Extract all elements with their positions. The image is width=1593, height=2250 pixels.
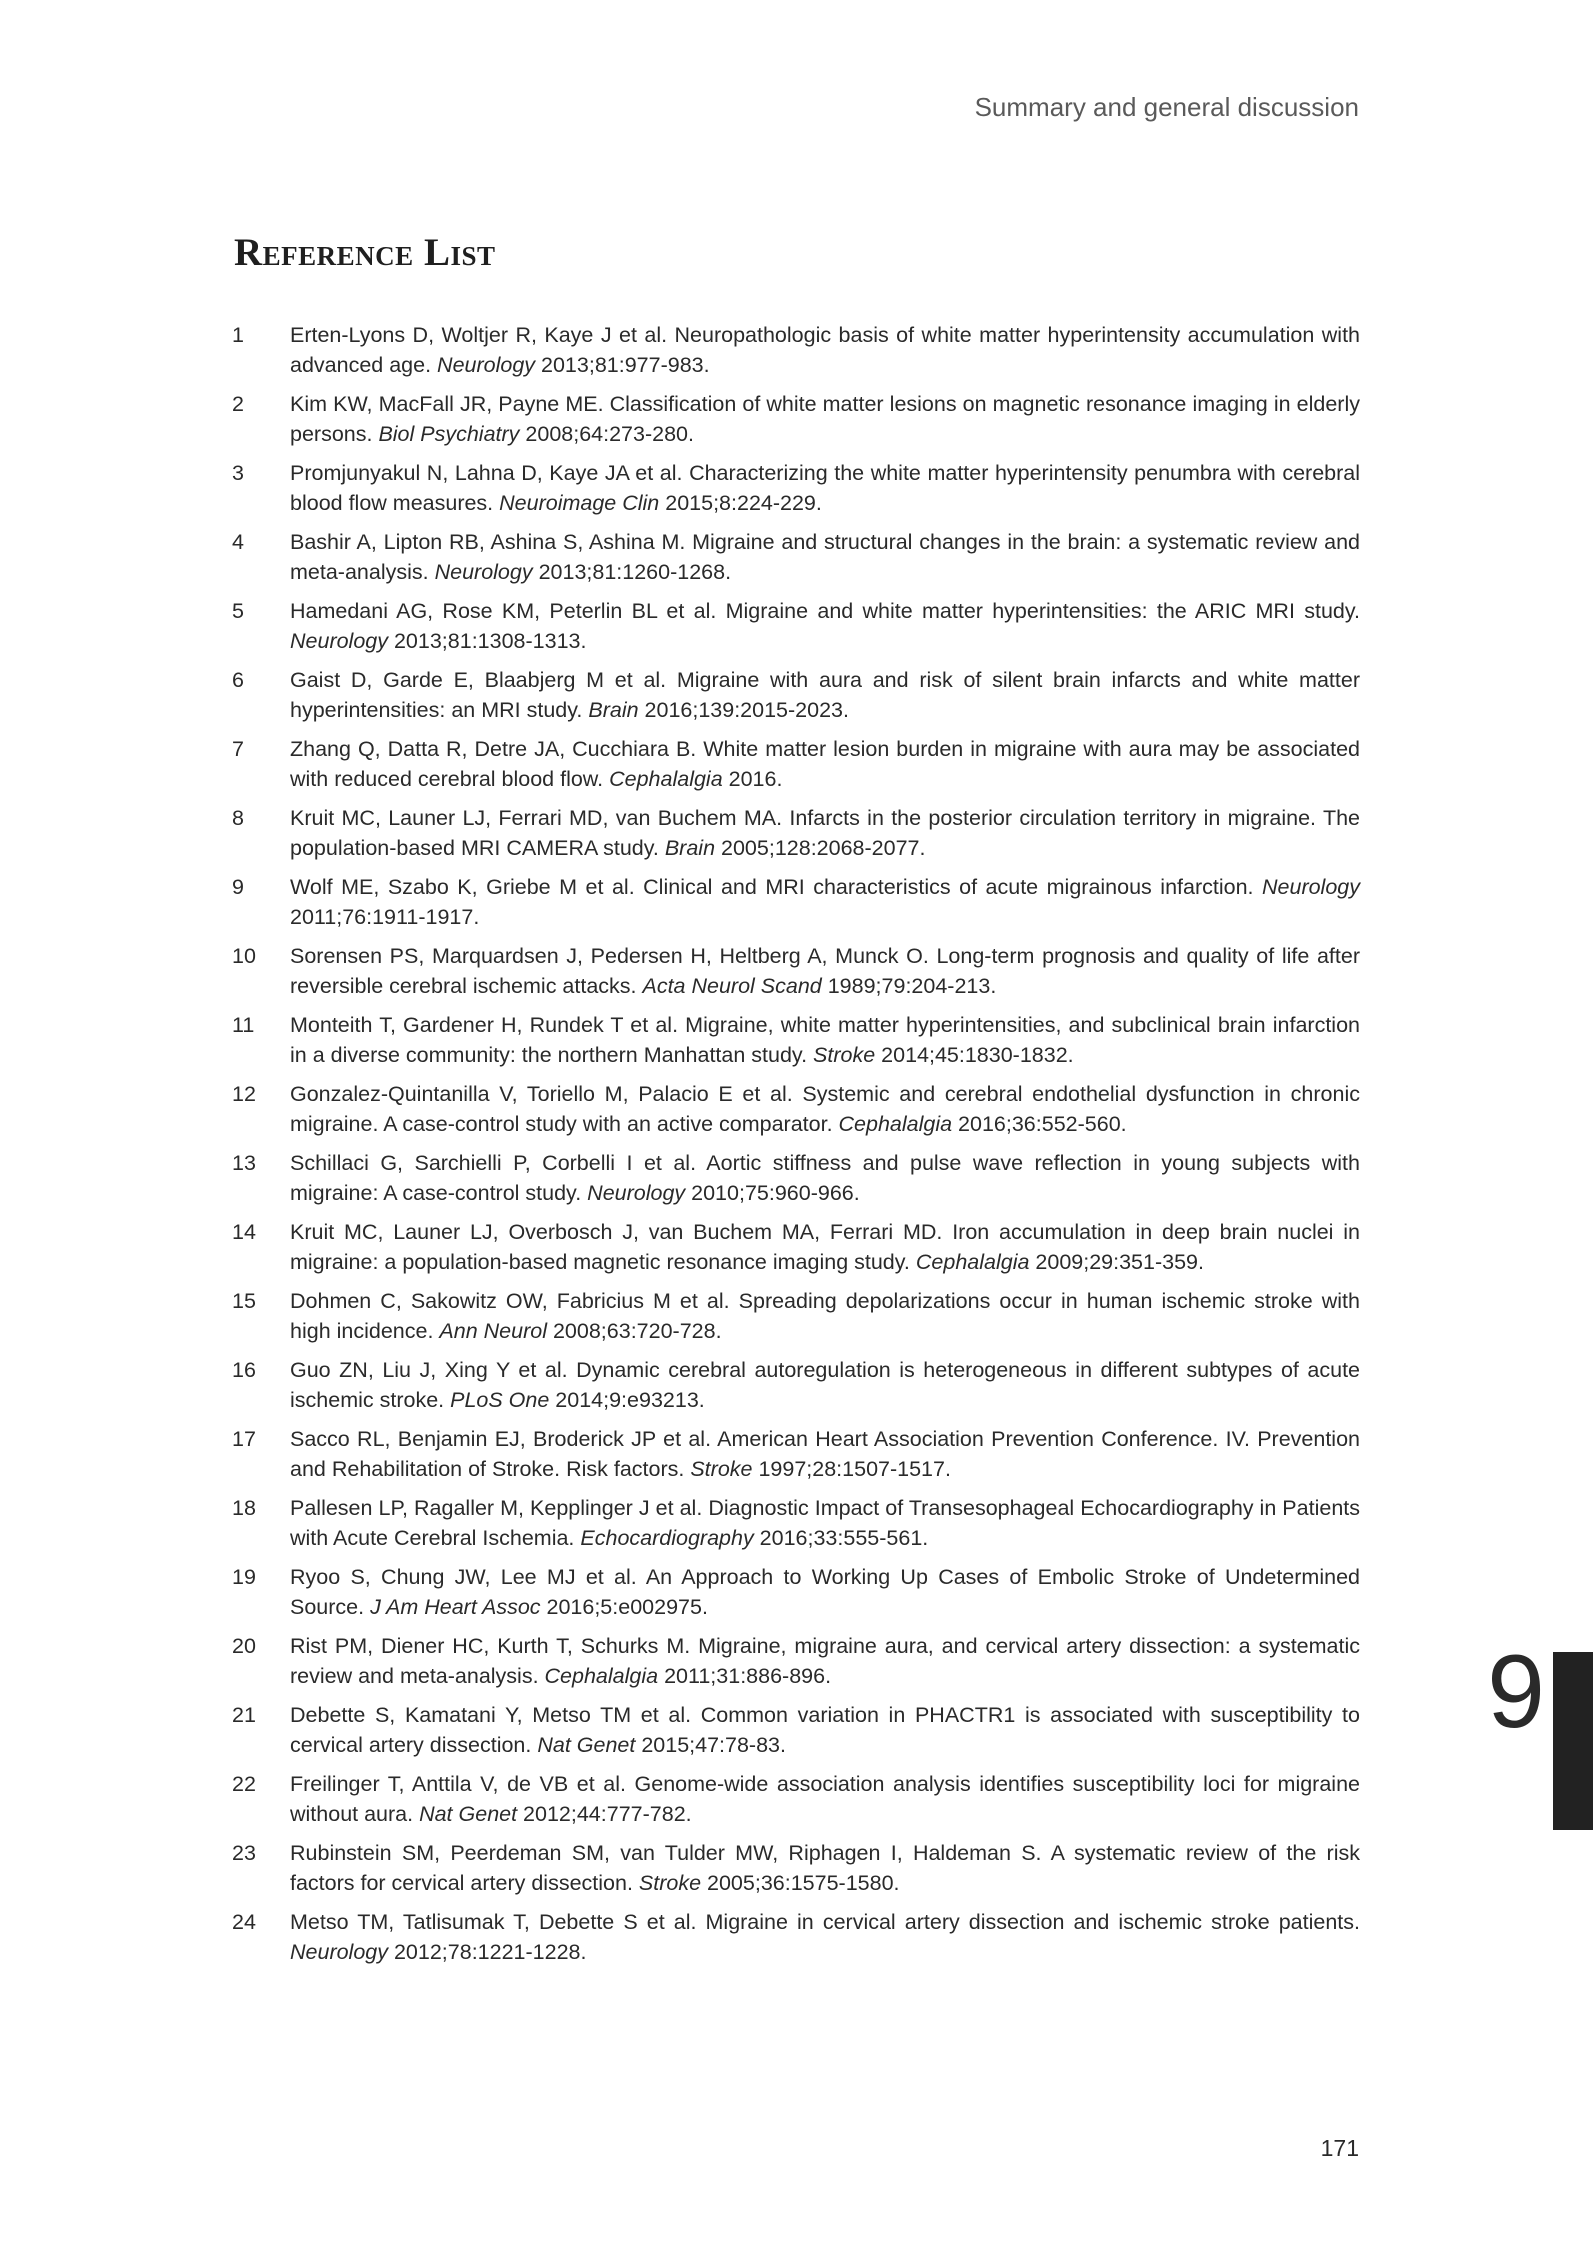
reference-number: 14	[232, 1220, 256, 1244]
reference-citation: 2016;139:2015-2023.	[638, 698, 849, 722]
reference-item	[232, 320, 1360, 380]
reference-item	[232, 1355, 1360, 1415]
reference-item	[232, 458, 1360, 518]
reference-text	[290, 1493, 1360, 1553]
reference-text	[290, 1769, 1360, 1829]
reference-body: Sorensen PS, Marquardsen J, Pedersen H, Heltberg A, Munck O. Long-term prognosis and quality of life after reversible cerebral ischemic attacks.	[290, 944, 1360, 998]
reference-body: Bashir A, Lipton RB, Ashina S, Ashina M. Migraine and structural changes in the brain: a systematic review and meta-analysis.	[290, 530, 1360, 584]
reference-body: Dohmen C, Sakowitz OW, Fabricius M et al. Spreading depolarizations occur in human ischemic stroke with high incidence.	[290, 1289, 1360, 1343]
reference-body: Kruit MC, Launer LJ, Overbosch J, van Buchem MA, Ferrari MD. Iron accumulation in deep brain nuclei in migraine: a population-based magnetic resonance imaging study.	[290, 1220, 1360, 1274]
reference-journal: Nat Genet	[537, 1733, 636, 1757]
reference-number: 8	[232, 806, 244, 830]
reference-journal: Biol Psychiatry	[378, 422, 520, 446]
reference-citation: 2014;9:e93213.	[549, 1388, 705, 1412]
reference-journal: Neurology	[437, 353, 536, 377]
reference-journal: Neurology	[587, 1181, 686, 1205]
reference-citation: 2016.	[722, 767, 783, 791]
page-number: 171	[1320, 2135, 1359, 2161]
reference-body: Freilinger T, Anttila V, de VB et al. Genome-wide association analysis identifies susceptibility loci for migraine without aura.	[290, 1772, 1360, 1826]
reference-text	[290, 1148, 1360, 1208]
reference-number: 24	[232, 1910, 256, 1934]
reference-body: Rist PM, Diener HC, Kurth T, Schurks M. Migraine, migraine aura, and cervical artery dissection: a systematic review and meta-analysis.	[290, 1634, 1360, 1688]
reference-number: 12	[232, 1082, 256, 1106]
reference-body: Zhang Q, Datta R, Detre JA, Cucchiara B. White matter lesion burden in migraine with aura may be associated with reduced cerebral blood flow.	[290, 737, 1360, 791]
reference-journal: Brain	[588, 698, 639, 722]
reference-number: 5	[232, 599, 244, 623]
reference-number: 22	[232, 1772, 256, 1796]
reference-item	[232, 596, 1360, 656]
reference-item	[232, 872, 1360, 932]
reference-citation: 2015;8:224-229.	[659, 491, 822, 515]
reference-item	[232, 527, 1360, 587]
reference-journal: Acta Neurol Scand	[642, 974, 822, 998]
reference-text	[290, 458, 1360, 518]
reference-text	[290, 1424, 1360, 1484]
reference-number: 9	[232, 875, 244, 899]
reference-citation: 2008;64:273-280.	[519, 422, 694, 446]
reference-citation: 2016;36:552-560.	[952, 1112, 1127, 1136]
reference-citation: 2013;81:977-983.	[535, 353, 710, 377]
reference-text	[290, 1079, 1360, 1139]
chapter-number: 9	[1487, 1634, 1545, 1750]
reference-citation: 2009;29:351-359.	[1029, 1250, 1204, 1274]
reference-number: 16	[232, 1358, 256, 1382]
reference-number: 23	[232, 1841, 256, 1865]
reference-number: 18	[232, 1496, 256, 1520]
reference-item	[232, 1907, 1360, 1967]
reference-number: 11	[232, 1013, 255, 1037]
reference-citation: 2013;81:1260-1268.	[532, 560, 732, 584]
reference-body: Hamedani AG, Rose KM, Peterlin BL et al. Migraine and white matter hyperintensities: the ARIC MRI study.	[290, 599, 1360, 623]
reference-body: Kim KW, MacFall JR, Payne ME. Classification of white matter lesions on magnetic resonance imaging in elderly persons.	[290, 392, 1360, 446]
reference-journal: Cephalalgia	[915, 1250, 1030, 1274]
reference-item	[232, 1700, 1360, 1760]
reference-citation: 2011;31:886-896.	[658, 1664, 832, 1688]
reference-item	[232, 665, 1360, 725]
reference-body: Promjunyakul N, Lahna D, Kaye JA et al. Characterizing the white matter hyperintensity penumbra with cerebral blood flow measures.	[290, 461, 1360, 515]
reference-journal: Stroke	[813, 1043, 876, 1067]
reference-journal: PLoS One	[450, 1388, 550, 1412]
reference-text	[290, 872, 1360, 932]
reference-text	[290, 941, 1360, 1001]
reference-number: 7	[232, 737, 244, 761]
reference-text	[290, 734, 1360, 794]
reference-number: 21	[232, 1703, 256, 1727]
reference-body: Kruit MC, Launer LJ, Ferrari MD, van Buchem MA. Infarcts in the posterior circulation territory in migraine. The population-based MRI CAMERA study.	[290, 806, 1360, 860]
reference-citation: 2016;33:555-561.	[753, 1526, 929, 1550]
reference-journal: Neurology	[434, 560, 533, 584]
reference-body: Gaist D, Garde E, Blaabjerg M et al. Migraine with aura and risk of silent brain infarcts and white matter hyperintensities: an MRI study.	[290, 668, 1360, 722]
reference-citation: 2013;81:1308-1313.	[388, 629, 587, 653]
reference-citation: 2012;44:777-782.	[517, 1802, 692, 1826]
reference-number: 20	[232, 1634, 256, 1658]
reference-citation: 2012;78:1221-1228.	[388, 1940, 587, 1964]
reference-citation: 1989;79:204-213.	[821, 974, 997, 998]
reference-citation: 2014;45:1830-1832.	[875, 1043, 1074, 1067]
reference-citation: 2005;36:1575-1580.	[701, 1871, 900, 1895]
reference-number: 1	[232, 323, 244, 347]
reference-number: 13	[232, 1151, 256, 1175]
reference-text	[290, 389, 1360, 449]
reference-journal: Brain	[664, 836, 716, 860]
reference-item	[232, 1010, 1360, 1070]
chapter-tab-marker	[1553, 1652, 1593, 1830]
reference-text	[290, 803, 1360, 863]
reference-item	[232, 1424, 1360, 1484]
reference-text	[290, 1286, 1360, 1346]
reference-item	[232, 1217, 1360, 1277]
reference-citation: 2005;128:2068-2077.	[715, 836, 926, 860]
section-title: Reference List	[234, 231, 496, 274]
reference-body: Pallesen LP, Ragaller M, Kepplinger J et al. Diagnostic Impact of Transesophageal Echocardiography in Patients with Acute Cerebral Ischemia.	[290, 1496, 1360, 1550]
reference-item	[232, 1079, 1360, 1139]
reference-body: Wolf ME, Szabo K, Griebe M et al. Clinical and MRI characteristics of acute migrainous infarction.	[290, 875, 1262, 899]
reference-journal: Echocardiography	[580, 1526, 754, 1550]
reference-text	[290, 527, 1360, 587]
reference-journal: J Am Heart Assoc	[370, 1595, 541, 1619]
reference-journal: Neurology	[290, 1940, 388, 1964]
reference-item	[232, 1148, 1360, 1208]
reference-journal: Ann Neurol	[439, 1319, 547, 1343]
reference-item	[232, 1631, 1360, 1691]
reference-text	[290, 1217, 1360, 1277]
running-header: Summary and general discussion	[974, 92, 1359, 122]
reference-journal: Cephalalgia	[838, 1112, 953, 1136]
reference-journal: Nat Genet	[419, 1802, 518, 1826]
reference-citation: 2010;75:960-966.	[685, 1181, 860, 1205]
reference-body: Ryoo S, Chung JW, Lee MJ et al. An Approach to Working Up Cases of Embolic Stroke of Undetermined Source.	[290, 1565, 1360, 1619]
reference-text	[290, 1355, 1360, 1415]
reference-item	[232, 734, 1360, 794]
reference-number: 2	[232, 392, 244, 416]
reference-body: Schillaci G, Sarchielli P, Corbelli I et al. Aortic stiffness and pulse wave reflection in young subjects with migraine: A case-control study.	[290, 1151, 1360, 1205]
reference-citation: 2008;63:720-728.	[547, 1319, 722, 1343]
reference-journal: Stroke	[638, 1871, 702, 1895]
reference-text	[290, 1562, 1360, 1622]
reference-item	[232, 1769, 1360, 1829]
reference-journal: Cephalalgia	[544, 1664, 659, 1688]
reference-item	[232, 1838, 1360, 1898]
reference-text	[290, 1700, 1360, 1760]
reference-text	[290, 665, 1360, 725]
reference-item	[232, 803, 1360, 863]
reference-item	[232, 941, 1360, 1001]
reference-item	[232, 1562, 1360, 1622]
reference-number: 4	[232, 530, 244, 554]
reference-citation: 2011;76:1911-1917.	[290, 905, 480, 929]
reference-number: 6	[232, 668, 244, 692]
reference-body: Metso TM, Tatlisumak T, Debette S et al. Migraine in cervical artery dissection and ischemic stroke patients.	[290, 1910, 1360, 1934]
reference-journal: Cephalalgia	[609, 767, 723, 791]
reference-body: Guo ZN, Liu J, Xing Y et al. Dynamic cerebral autoregulation is heterogeneous in different subtypes of acute ischemic stroke.	[290, 1358, 1360, 1412]
reference-journal: Neurology	[1262, 875, 1360, 899]
reference-item	[232, 1493, 1360, 1553]
reference-number: 17	[232, 1427, 256, 1451]
reference-body: Debette S, Kamatani Y, Metso TM et al. Common variation in PHACTR1 is associated with susceptibility to cervical artery dissection.	[290, 1703, 1360, 1757]
reference-number: 19	[232, 1565, 256, 1589]
reference-body: Gonzalez-Quintanilla V, Toriello M, Palacio E et al. Systemic and cerebral endothelial dysfunction in chronic migraine. A case-control study with an active comparator.	[290, 1082, 1360, 1136]
reference-citation: 2015;47:78-83.	[635, 1733, 786, 1757]
reference-journal: Neuroimage Clin	[499, 491, 660, 515]
reference-journal: Stroke	[690, 1457, 753, 1481]
reference-list	[232, 320, 1360, 1976]
reference-body: Sacco RL, Benjamin EJ, Broderick JP et al. American Heart Association Prevention Conference. IV. Prevention and Rehabilitation of Stroke. Risk factors.	[290, 1427, 1360, 1481]
reference-body: Rubinstein SM, Peerdeman SM, van Tulder MW, Riphagen I, Haldeman S. A systematic review of the risk factors for cervical artery dissection.	[290, 1841, 1360, 1895]
reference-citation: 2016;5:e002975.	[540, 1595, 708, 1619]
reference-text	[290, 1010, 1360, 1070]
reference-item	[232, 389, 1360, 449]
reference-text	[290, 1631, 1360, 1691]
reference-text	[290, 1838, 1360, 1898]
reference-text	[290, 1907, 1360, 1967]
reference-text	[290, 596, 1360, 656]
reference-journal: Neurology	[290, 629, 388, 653]
reference-number: 10	[232, 944, 256, 968]
reference-text	[290, 320, 1360, 380]
reference-item	[232, 1286, 1360, 1346]
reference-number: 15	[232, 1289, 256, 1313]
reference-citation: 1997;28:1507-1517.	[752, 1457, 951, 1481]
reference-body: Monteith T, Gardener H, Rundek T et al. Migraine, white matter hyperintensities, and subclinical brain infarction in a diverse community: the northern Manhattan study.	[290, 1013, 1360, 1067]
reference-body: Erten-Lyons D, Woltjer R, Kaye J et al. Neuropathologic basis of white matter hyperintensity accumulation with advanced age.	[290, 323, 1360, 377]
reference-number: 3	[232, 461, 244, 485]
